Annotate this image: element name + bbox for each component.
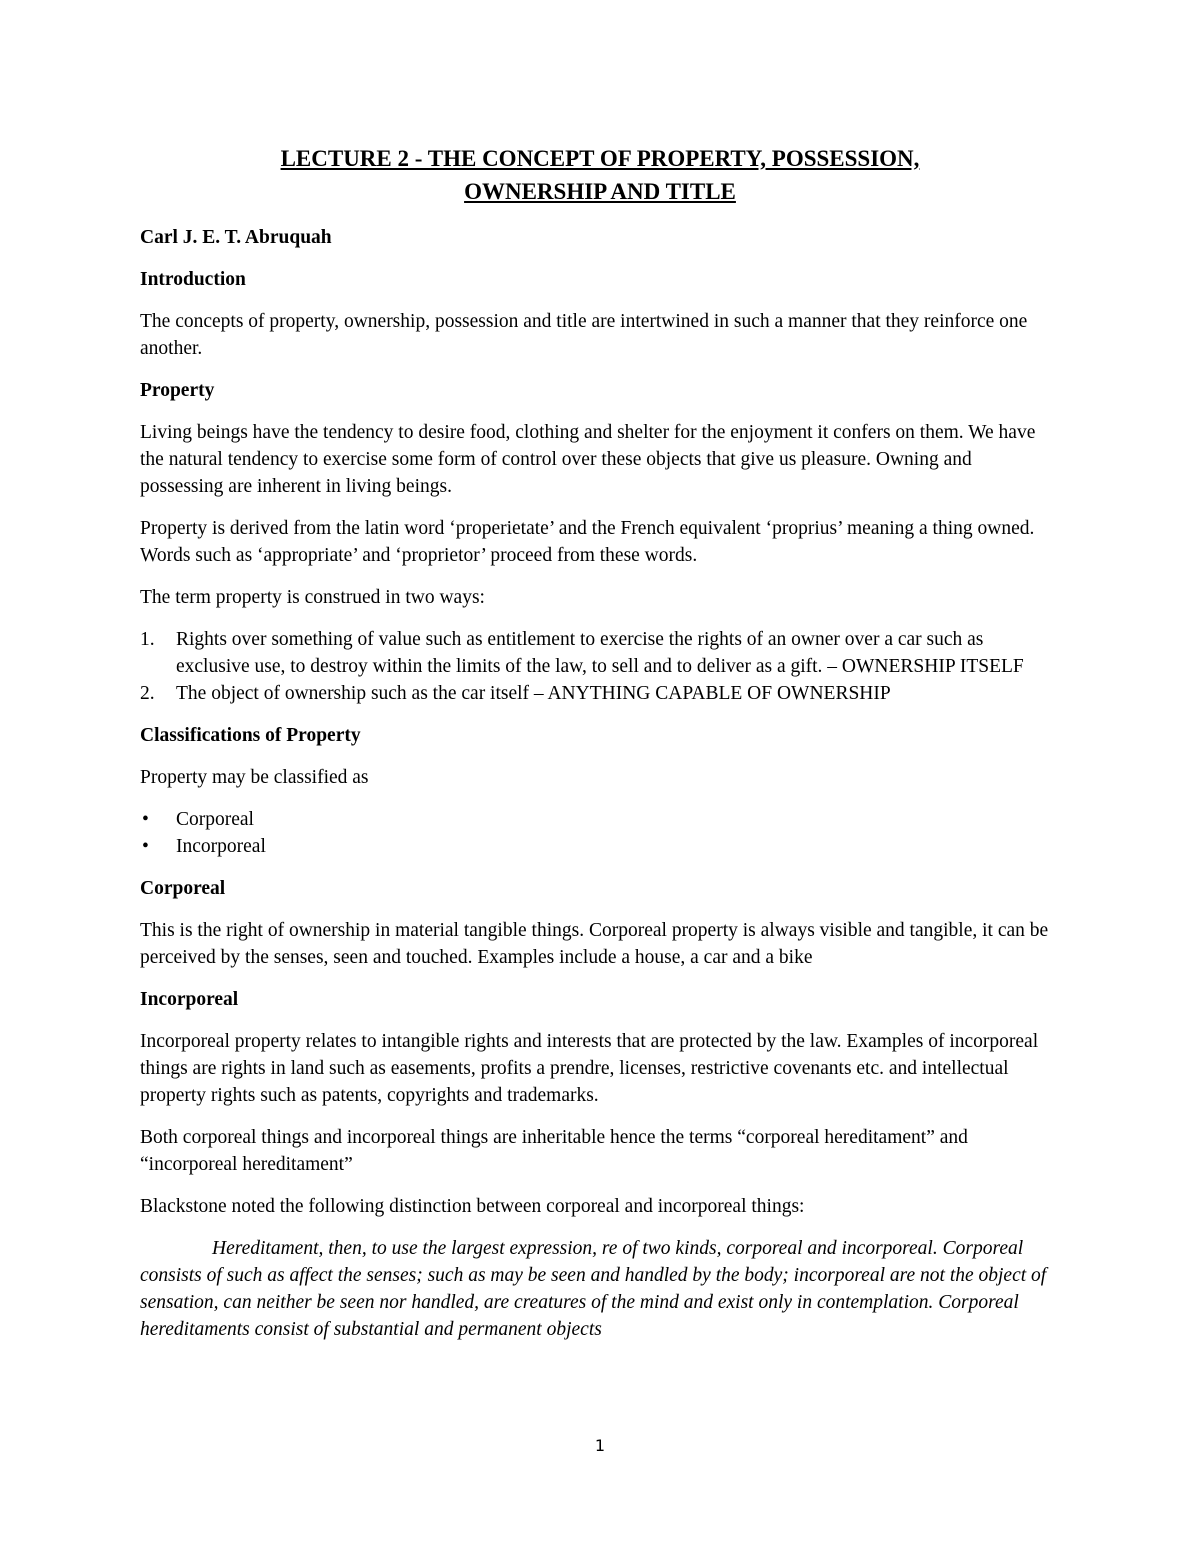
introduction-paragraph: The concepts of property, ownership, possession and title are intertwined in such a manner that they reinforce one another. bbox=[140, 311, 1028, 359]
author-name: Carl J. E. T. Abruquah bbox=[140, 227, 332, 248]
incorporeal-paragraph-3: Blackstone noted the following distinction between corporeal and incorporeal things: bbox=[140, 1196, 805, 1217]
bullet-icon: • bbox=[142, 809, 149, 830]
corporeal-paragraph: This is the right of ownership in material tangible things. Corporeal property is always visible and tangible, it can be perceived by the senses, seen and touched. Examples include a house, a car and a bike bbox=[140, 920, 1049, 968]
blackstone-quote: Hereditament, then, to use the largest expression, re of two kinds, corporeal and incorporeal. Corporeal consists of such as affect the senses; such as may be seen and handled by the body; incorporeal are not the object of sensation, can neither be seen nor handled, are creatures of the mind and exist only in contemplation. Corporeal hereditaments consist of substantial and permanent objects bbox=[140, 1238, 1047, 1340]
list-item bbox=[140, 680, 1060, 707]
bullet-icon: • bbox=[142, 836, 149, 857]
heading-classifications: Classifications of Property bbox=[140, 725, 361, 746]
heading-property: Property bbox=[140, 380, 215, 401]
heading-incorporeal: Incorporeal bbox=[140, 989, 239, 1010]
heading-introduction: Introduction bbox=[140, 269, 246, 290]
list-item-text: The object of ownership such as the car itself – ANYTHING CAPABLE OF OWNERSHIP bbox=[176, 683, 891, 704]
list-item bbox=[140, 806, 1060, 833]
classifications-bullet-list bbox=[140, 806, 1060, 860]
document-page bbox=[140, 142, 1060, 1343]
list-item-text: Rights over something of value such as entitlement to exercise the rights of an owner over a car such as exclusive use, to destroy within the limits of the law, to sell and to deliver as a gift. – OWNERSHIP ITSELF bbox=[176, 629, 1024, 677]
property-paragraph-3: The term property is construed in two ways: bbox=[140, 587, 485, 608]
property-paragraph-2: Property is derived from the latin word ‘properietate’ and the French equivalent ‘proprius’ meaning a thing owned. Words such as ‘appropriate’ and ‘proprietor’ proceed from these words. bbox=[140, 518, 1035, 566]
incorporeal-paragraph-2: Both corporeal things and incorporeal things are inheritable hence the terms “corporeal hereditament” and “incorporeal hereditament” bbox=[140, 1127, 968, 1175]
classifications-paragraph: Property may be classified as bbox=[140, 767, 369, 788]
property-numbered-list bbox=[140, 626, 1060, 707]
list-item bbox=[140, 626, 1060, 680]
property-paragraph-1: Living beings have the tendency to desire food, clothing and shelter for the enjoyment it confers on them. We have the natural tendency to exercise some form of control over these objects that give us pleasure. Owning and possessing are inherent in living beings. bbox=[140, 422, 1036, 497]
list-item-text: Incorporeal bbox=[176, 836, 266, 857]
incorporeal-paragraph-1: Incorporeal property relates to intangible rights and interests that are protected by the law. Examples of incorporeal things are rights in land such as easements, profits a prendre, licenses, restrictive covenants etc. and intellectual property rights such as patents, copyrights and trademarks. bbox=[140, 1031, 1039, 1106]
heading-corporeal: Corporeal bbox=[140, 878, 226, 899]
document-title bbox=[140, 142, 1060, 208]
list-item-number: 1. bbox=[140, 629, 155, 650]
list-item-number: 2. bbox=[140, 683, 155, 704]
list-item-text: Corporeal bbox=[176, 809, 254, 830]
title-line-2: OWNERSHIP AND TITLE bbox=[464, 179, 736, 204]
page-number: 1 bbox=[594, 1436, 606, 1455]
list-item bbox=[140, 833, 1060, 860]
title-line-1: LECTURE 2 - THE CONCEPT OF PROPERTY, POSSESSION, bbox=[280, 146, 920, 171]
